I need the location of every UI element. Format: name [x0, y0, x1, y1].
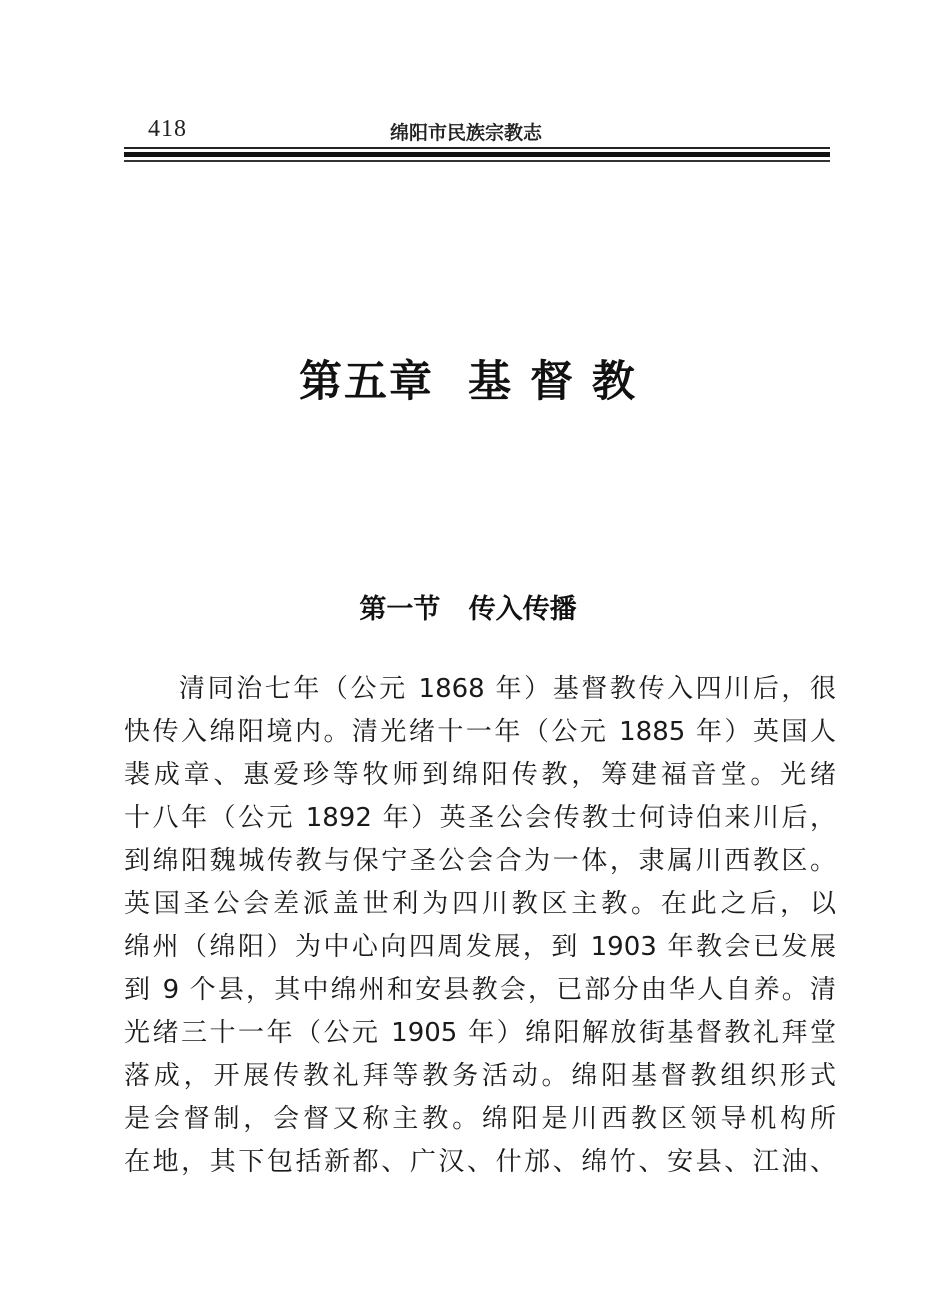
text-line: 到绵阳魏城传教与保宁圣公会合为一体，隶属川西教区。 [124, 846, 836, 876]
text-line: 落成，开展传教礼拜等教务活动。绵阳基督教组织形式 [124, 1061, 836, 1091]
text-line: 十八年（公元 1892 年）英圣公会传教士何诗伯来川后， [124, 803, 836, 833]
body-paragraph [124, 668, 836, 1184]
section-title: 第一节 传入传播 [359, 594, 577, 625]
header-rule [124, 147, 830, 165]
running-title: 绵阳市民族宗教志 [390, 122, 543, 144]
text-line: 到 9 个县，其中绵州和安县教会，已部分由华人自养。清 [124, 975, 836, 1005]
text-line: 光绪三十一年（公元 1905 年）绵阳解放街基督教礼拜堂 [124, 1018, 836, 1048]
text-line: 是会督制，会督又称主教。绵阳是川西教区领导机构所 [124, 1104, 836, 1134]
chapter-title: 第五章 基 督 教 [299, 357, 637, 407]
text-line: 英国圣公会差派盖世利为四川教区主教。在此之后，以 [124, 889, 836, 919]
text-line: 在地，其下包括新都、广汉、什邡、绵竹、安县、江油、 [124, 1147, 836, 1177]
text-line: 快传入绵阳境内。清光绪十一年（公元 1885 年）英国人 [124, 717, 836, 747]
page-number: 418 [148, 116, 187, 142]
text-line: 绵州（绵阳）为中心向四周发展，到 1903 年教会已发展 [124, 932, 836, 962]
text-line: 裴成章、惠爱珍等牧师到绵阳传教，筹建福音堂。光绪 [124, 760, 836, 790]
text-line: 清同治七年（公元 1868 年）基督教传入四川后，很 [179, 674, 836, 704]
